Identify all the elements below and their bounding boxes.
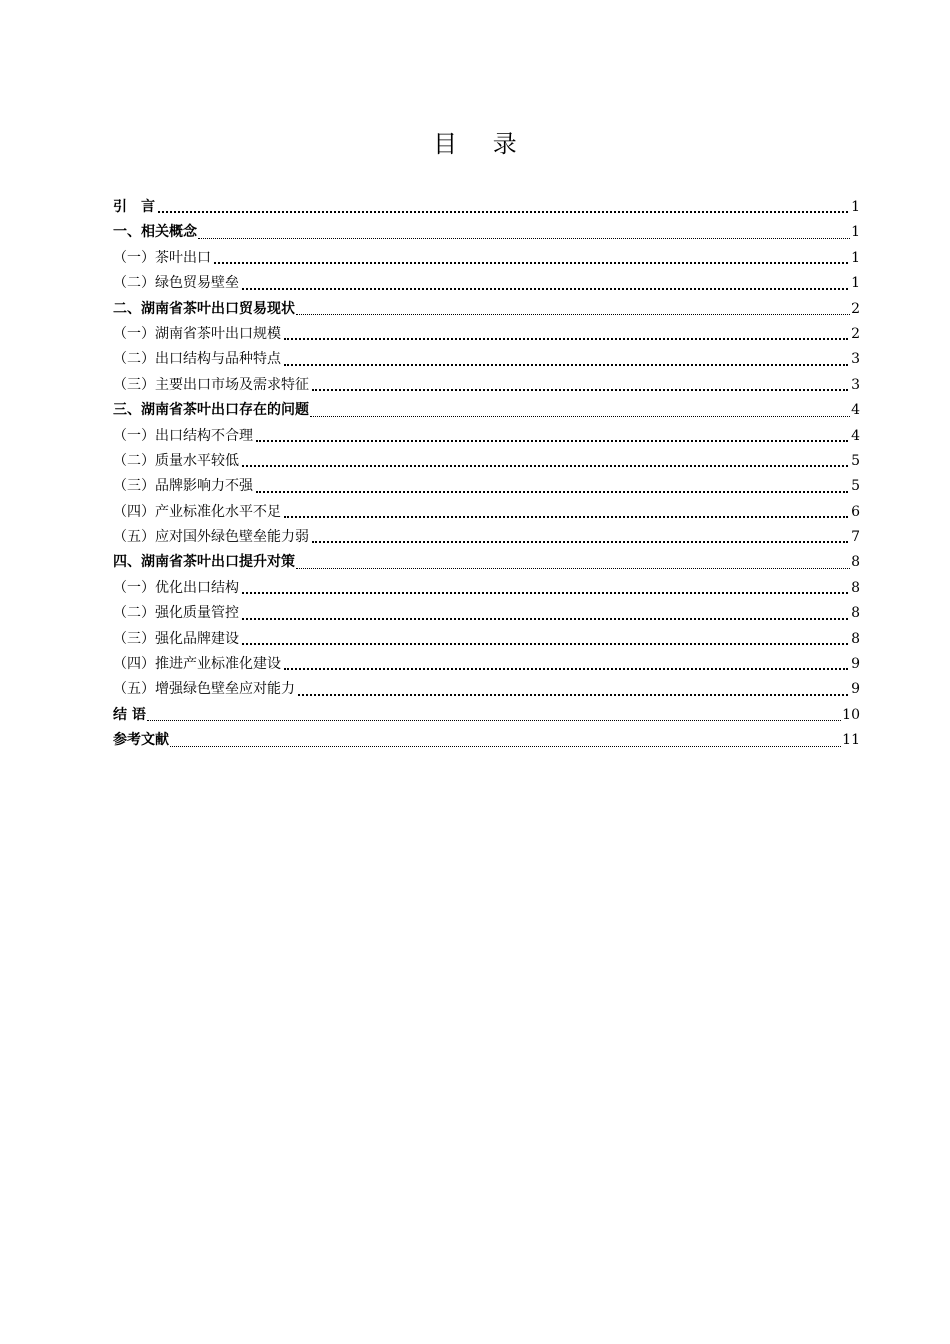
page-title: 目 录 <box>433 130 531 158</box>
toc-page-number: 11 <box>842 732 860 749</box>
toc-entry-label: （五）增强绿色壁垒应对能力 <box>113 681 295 698</box>
toc-section-entry[interactable] <box>113 601 860 626</box>
toc-page-number: 4 <box>851 402 860 419</box>
toc-section-entry[interactable] <box>113 271 860 296</box>
toc-entry-label: （二）出口结构与品种特点 <box>113 351 281 368</box>
dot-leader <box>242 591 848 594</box>
dot-leader <box>284 667 848 670</box>
toc-entry-label: （二）绿色贸易壁垒 <box>113 275 239 292</box>
toc-chapter-entry[interactable] <box>113 398 860 423</box>
toc-entry-label: （五）应对国外绿色壁垒能力弱 <box>113 529 309 546</box>
toc-entry-label: 二、湖南省茶叶出口贸易现状 <box>113 300 295 317</box>
toc-section-entry[interactable] <box>113 424 860 449</box>
toc-entry-label: （一）出口结构不合理 <box>113 427 253 444</box>
dot-leader <box>312 388 848 391</box>
toc-entry-label: 四、湖南省茶叶出口提升对策 <box>113 554 295 571</box>
dot-leader <box>284 363 848 366</box>
dot-leader <box>284 337 848 340</box>
toc-entry-label: 一、相关概念 <box>113 224 197 241</box>
toc-entry-label: 结 语 <box>113 706 146 723</box>
toc-section-entry[interactable] <box>113 246 860 271</box>
toc-page-number: 10 <box>842 706 860 723</box>
dot-leader <box>242 287 848 290</box>
toc-section-entry[interactable] <box>113 373 860 398</box>
toc-page-number: 3 <box>851 376 860 393</box>
toc-page-number: 8 <box>851 605 860 622</box>
toc-section-entry[interactable] <box>113 474 860 499</box>
toc-page-number: 2 <box>851 300 860 317</box>
toc-section-entry[interactable] <box>113 500 860 525</box>
toc-entry-label: （三）强化品牌建设 <box>113 630 239 647</box>
toc-entry-label: 参考文献 <box>113 732 169 749</box>
toc-chapter-entry[interactable] <box>113 728 860 753</box>
toc-page-number: 9 <box>851 681 860 698</box>
toc-section-entry[interactable] <box>113 677 860 702</box>
toc-entry-label: （二）质量水平较低 <box>113 452 239 469</box>
toc-section-entry[interactable] <box>113 449 860 474</box>
dot-leader <box>284 515 848 518</box>
toc-entry-label: （三）品牌影响力不强 <box>113 478 253 495</box>
toc-section-entry[interactable] <box>113 627 860 652</box>
dot-leader <box>256 490 848 493</box>
dot-leader <box>242 464 848 467</box>
toc-chapter-entry[interactable] <box>113 195 860 220</box>
dot-leader <box>312 540 848 543</box>
dot-leader <box>296 313 850 315</box>
toc-page-number: 8 <box>851 630 860 647</box>
toc-entry-label: （四）产业标准化水平不足 <box>113 503 281 520</box>
toc-entry-label: （一）湖南省茶叶出口规模 <box>113 325 281 342</box>
toc-entry-label: （一）优化出口结构 <box>113 579 239 596</box>
toc-entry-label: 三、湖南省茶叶出口存在的问题 <box>113 402 309 419</box>
dot-leader <box>310 415 850 417</box>
toc-page-number: 5 <box>851 478 860 495</box>
dot-leader <box>242 642 848 645</box>
dot-leader <box>256 439 848 442</box>
dot-leader <box>158 210 848 213</box>
toc-page-number: 7 <box>851 529 860 546</box>
toc-entry-label: （三）主要出口市场及需求特征 <box>113 376 309 393</box>
toc-chapter-entry[interactable] <box>113 703 860 728</box>
toc-page-number: 9 <box>851 656 860 673</box>
table-of-contents <box>113 195 860 754</box>
dot-leader <box>147 719 841 721</box>
toc-section-entry[interactable] <box>113 525 860 550</box>
toc-entry-label: （四）推进产业标准化建设 <box>113 656 281 673</box>
dot-leader <box>198 237 850 239</box>
toc-chapter-entry[interactable] <box>113 550 860 575</box>
toc-page-number: 1 <box>851 224 860 241</box>
toc-page-number: 1 <box>851 275 860 292</box>
toc-page-number: 1 <box>851 249 860 266</box>
toc-page-number: 5 <box>851 452 860 469</box>
toc-page-number: 4 <box>851 427 860 444</box>
toc-page-number: 6 <box>851 503 860 520</box>
toc-chapter-entry[interactable] <box>113 297 860 322</box>
toc-chapter-entry[interactable] <box>113 220 860 245</box>
dot-leader <box>298 693 848 696</box>
toc-entry-label: （一）茶叶出口 <box>113 249 211 266</box>
toc-entry-label: 引 言 <box>113 199 155 215</box>
toc-page-number: 8 <box>851 554 860 571</box>
toc-page-number: 8 <box>851 579 860 596</box>
toc-page-number: 2 <box>851 325 860 342</box>
toc-section-entry[interactable] <box>113 322 860 347</box>
toc-entry-label: （二）强化质量管控 <box>113 605 239 622</box>
dot-leader <box>242 617 848 620</box>
toc-page-number: 3 <box>851 351 860 368</box>
toc-section-entry[interactable] <box>113 576 860 601</box>
dot-leader <box>170 745 841 747</box>
dot-leader <box>296 567 850 569</box>
toc-page-number: 1 <box>851 199 860 215</box>
dot-leader <box>214 261 848 264</box>
toc-section-entry[interactable] <box>113 652 860 677</box>
toc-section-entry[interactable] <box>113 347 860 372</box>
